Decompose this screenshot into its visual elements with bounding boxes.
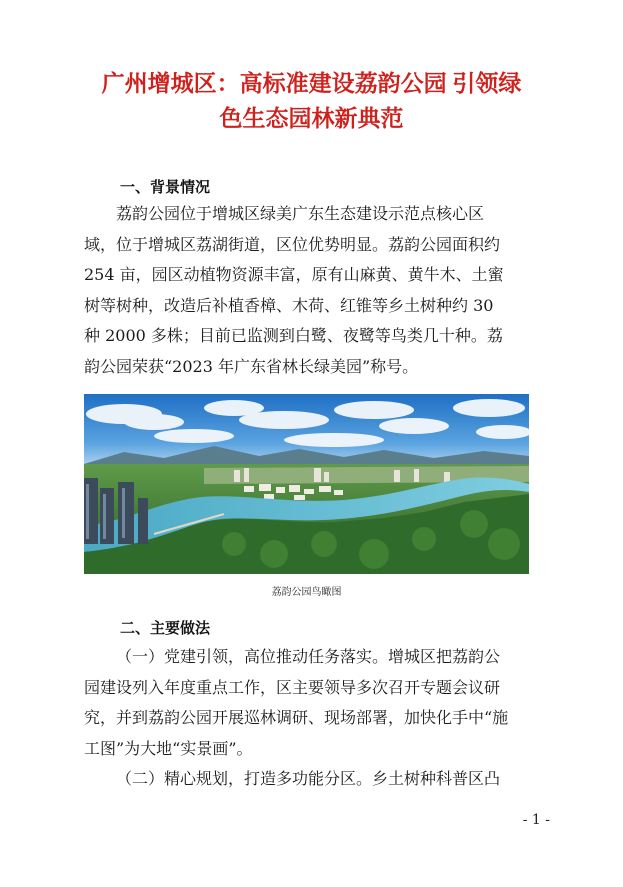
title-line-1: 广州增城区：高标准建设荔韵公园 引领绿 bbox=[101, 71, 522, 96]
practice-1-line-2: 园建设列入年度重点工作，区主要领导多次召开专题会议研 bbox=[84, 677, 501, 697]
practice-1-line-1: （一）党建引领，高位推动任务落实。增城区把荔韵公 bbox=[116, 647, 501, 666]
background-paragraph bbox=[84, 201, 544, 384]
section-heading-background: 一、背景情况 bbox=[120, 178, 211, 196]
park-aerial-illustration bbox=[84, 394, 529, 574]
practice-paragraph-1 bbox=[84, 644, 544, 766]
section-heading-main-practices: 二、主要做法 bbox=[120, 619, 211, 637]
title-line-2: 色生态园林新典范 bbox=[219, 106, 404, 131]
practice-1-line-3: 究，并到荔韵公园开展巡林调研、现场部署，加快化手中“施 bbox=[84, 708, 509, 727]
practice-2-line-1: （二）精心规划，打造多功能分区。乡土树种科普区凸 bbox=[116, 769, 501, 788]
background-line-4: 树等树种，改造后补植香樟、木荷、红锥等乡土树种约 30 bbox=[84, 295, 494, 315]
page-number: - 1 - bbox=[522, 812, 550, 828]
background-line-5: 种 2000 多株；目前已监测到白鹭、夜鹭等鸟类几十种。荔 bbox=[84, 326, 503, 345]
park-aerial-photo bbox=[84, 394, 529, 574]
background-line-1: 荔韵公园位于增城区绿美广东生态建设示范点核心区 bbox=[116, 204, 485, 223]
figure-caption: 荔韵公园鸟瞰图 bbox=[271, 587, 342, 598]
practice-paragraph-2 bbox=[84, 766, 544, 797]
background-line-3: 254 亩，园区动植物资源丰富，原有山麻黄、黄牛木、土蜜 bbox=[84, 265, 504, 284]
document-title bbox=[60, 66, 563, 136]
background-line-2: 域，位于增城区荔湖街道，区位优势明显。荔韵公园面积约 bbox=[84, 234, 501, 254]
practice-1-line-4: 工图”为大地“实景画”。 bbox=[84, 738, 253, 758]
background-line-6: 韵公园荣获“2023 年广东省林长绿美园”称号。 bbox=[84, 356, 419, 376]
